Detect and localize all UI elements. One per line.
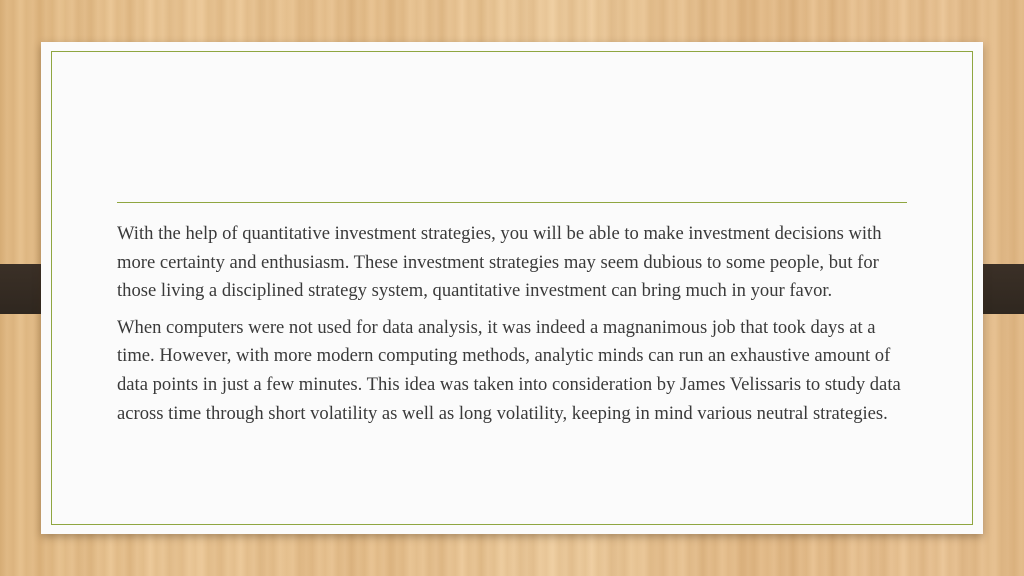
title-divider-line bbox=[117, 202, 907, 203]
slide-body bbox=[117, 220, 917, 436]
slide-card bbox=[41, 42, 983, 534]
body-paragraph-2: When computers were not used for data analysis, it was indeed a magnanimous job that took days at a time. However, with more modern computing methods, analytic minds can run an exhaustive amount of data points in just a few minutes. This idea was taken into consideration by James Velissaris to study data across time through short volatility as well as long volatility, keeping in mind various neutral strategies. bbox=[117, 316, 901, 424]
body-paragraph-1: With the help of quantitative investment strategies, you will be able to make investment decisions with more certainty and enthusiasm. These investment strategies may seem dubious to some people, but for those living a disciplined strategy system, quantitative investment can bring much in your favor. bbox=[117, 223, 882, 302]
